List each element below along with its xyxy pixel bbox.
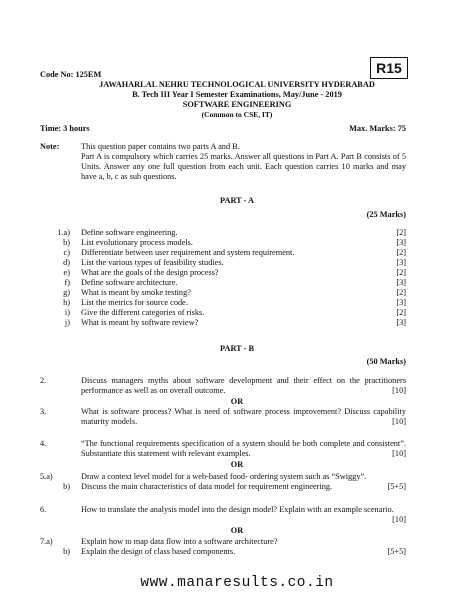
- question-number: c): [63, 248, 70, 257]
- list-item: [40, 308, 406, 318]
- subject-title: SOFTWARE ENGINEERING: [182, 100, 292, 109]
- question-number: e): [63, 268, 70, 277]
- question-marks: [2]: [396, 268, 406, 277]
- question-number: j): [64, 318, 70, 327]
- university-name: JAWAHARLAL NEHRU TECHNOLOGICAL UNIVERSITY HYDERABAD: [99, 80, 375, 89]
- question-number: 2.: [40, 376, 47, 385]
- note-label: Note:: [40, 142, 60, 151]
- or-separator: OR: [230, 526, 244, 535]
- question-marks: [3]: [396, 318, 406, 327]
- question-text: Discuss the main characteristics of data model for requirement engineering.: [81, 482, 333, 491]
- list-item: [40, 228, 406, 238]
- code-number: Code No: 125EM: [40, 70, 102, 79]
- question-text: Explain how to map data flow into a software architecture?: [81, 537, 278, 546]
- question-number: h): [63, 298, 70, 307]
- question-number: 6.: [40, 505, 47, 514]
- question-number: 1.a): [57, 228, 70, 237]
- question-marks: [3]: [396, 298, 406, 307]
- time-label: Time: 3 hours: [40, 124, 90, 133]
- note-line-1: This question paper contains two parts A and B.: [81, 142, 240, 151]
- question-text: Discuss managers myths about software development and their effect on the practitioners performance as well as on overall outcome.: [81, 376, 406, 395]
- question-text: List the various types of feasibility studies.: [81, 258, 224, 267]
- question-number: 5.a): [40, 472, 53, 481]
- question-text: What is meant by software review?: [81, 318, 199, 327]
- list-item: [40, 238, 406, 248]
- max-marks-label: Max. Marks: 75: [349, 124, 406, 133]
- question-marks: [10]: [392, 386, 406, 395]
- question-marks: [5+5]: [387, 482, 406, 491]
- question-number: b): [63, 238, 70, 247]
- list-item: [40, 268, 406, 278]
- question-marks: [10]: [392, 515, 406, 524]
- question-text: List the metrics for source code.: [81, 298, 188, 307]
- question-number: d): [63, 258, 70, 267]
- question-marks: [2]: [396, 288, 406, 297]
- question-marks: [10]: [392, 417, 406, 426]
- list-item: [40, 298, 406, 308]
- regulation-badge: R15: [370, 57, 408, 79]
- part-b-marks: (50 Marks): [366, 357, 406, 366]
- question-marks: [10]: [392, 449, 406, 458]
- or-separator: OR: [230, 460, 244, 469]
- question-text: Draw a context level model for a web-based food- ordering system such as “Swiggy”.: [81, 472, 367, 481]
- question-marks: [2]: [396, 228, 406, 237]
- question-number: g): [63, 288, 70, 297]
- question-text: Define software engineering.: [81, 228, 178, 237]
- part-a-list: [40, 228, 406, 332]
- question-text: List evolutionary process models.: [81, 238, 193, 247]
- question-marks: [3]: [396, 278, 406, 287]
- note-line-2: Part A is compulsory which carries 25 marks. Answer all questions in Part A. Part B consists of 5 Units. Answer any one full question from each unit. Each question carries 10 marks and may have a, b, c as sub questions.: [81, 152, 406, 181]
- question-text: Differentiate between user requirement and system requirement.: [81, 248, 295, 257]
- list-item: [40, 288, 406, 298]
- or-separator: OR: [230, 397, 244, 406]
- question-marks: [2]: [396, 248, 406, 257]
- exam-title: B. Tech III Year I Semester Examinations, May/June - 2019: [132, 90, 342, 99]
- question-number: i): [64, 308, 70, 317]
- list-item: [40, 248, 406, 258]
- question-text: Explain the design of class based components.: [81, 547, 236, 556]
- common-to: (Common to CSE, IT): [201, 110, 273, 119]
- question-text: What is meant by smoke testing?: [81, 288, 191, 297]
- list-item: [40, 278, 406, 288]
- question-marks: [2]: [396, 308, 406, 317]
- footer-url: www.manaresults.co.in: [140, 575, 334, 591]
- question-text: What are the goals of the design process?: [81, 268, 219, 277]
- question-marks: [5+5]: [387, 547, 406, 556]
- question-marks: [3]: [396, 238, 406, 247]
- question-number: b): [63, 547, 70, 556]
- question-number: b): [63, 482, 70, 491]
- question-text: Give the different categories of risks.: [81, 308, 205, 317]
- part-a-title: PART - A: [220, 196, 254, 205]
- question-text: What is software process? What is need of software process improvement? Discuss capability maturity models.: [81, 407, 406, 426]
- question-number: 3.: [40, 407, 47, 416]
- question-marks: [3]: [396, 258, 406, 267]
- question-text: Define software architecture.: [81, 278, 178, 287]
- list-item: [40, 258, 406, 268]
- part-a-marks: (25 Marks): [366, 210, 406, 219]
- question-text: How to translate the analysis model into the design model? Explain with an example scenario.: [81, 505, 394, 514]
- question-number: 4.: [40, 439, 47, 448]
- question-text: “The functional requirements specification of a system should be both complete and consistent”. Substantiate this statement with relevant examples.: [81, 439, 406, 458]
- question-number: 7.a): [40, 537, 53, 546]
- question-number: f): [64, 278, 70, 287]
- list-item: [40, 318, 406, 328]
- part-b-title: PART - B: [220, 344, 254, 353]
